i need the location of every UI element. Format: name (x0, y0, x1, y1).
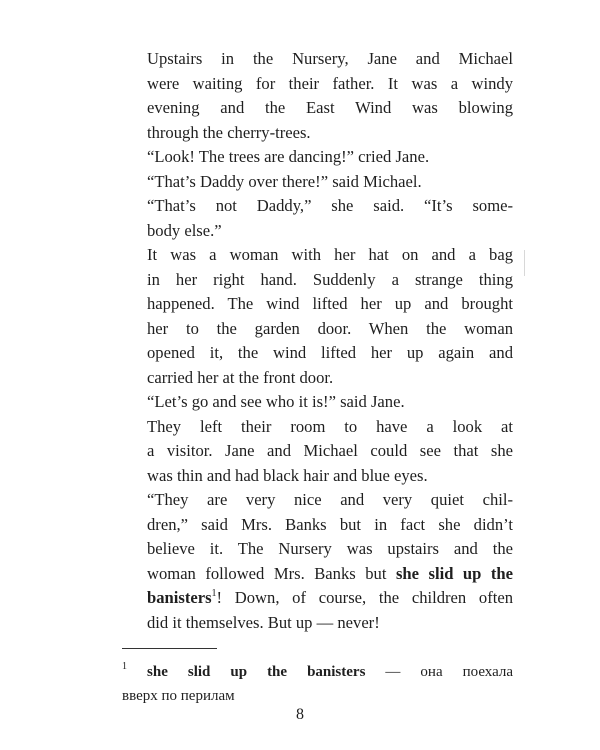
text-line: Upstairs in the Nursery, Jane and Michael (147, 49, 513, 68)
text-line: “That’s Daddy over there!” said Michael. (147, 171, 422, 191)
text-line: “That’s not Daddy,” she said. “It’s some- (147, 196, 513, 215)
text-line: “Look! The trees are dancing!” cried Jane. (147, 147, 430, 166)
text-line: happened. The wind lifted her up and brought (147, 294, 513, 313)
text-line: was thin and had black hair and blue eyes. (147, 465, 428, 485)
footnote-reference: 1 (211, 588, 217, 599)
page-number: 8 (296, 706, 304, 723)
footnote-dash: — (365, 664, 421, 680)
text-line: body else.” (147, 220, 222, 240)
text-run: ! Down, of course, the children often (216, 588, 513, 607)
text-line: opened it, the wind lifted her up again and (147, 343, 513, 362)
paragraph-5 (122, 243, 513, 390)
paragraph-8 (122, 488, 513, 635)
footnote-number: 1 (122, 661, 127, 672)
paragraph-1 (122, 47, 513, 145)
paragraph-4 (122, 194, 513, 243)
story-text (122, 47, 513, 635)
paragraph-6 (122, 390, 513, 415)
footnote-line: вверх по перилам (122, 688, 235, 704)
paragraph-3 (122, 170, 513, 195)
text-line: were waiting for their father. It was a windy (147, 73, 513, 93)
text-line: through the cherry-trees. (147, 122, 311, 142)
footnote-line (122, 660, 513, 684)
bold-phrase: banisters (147, 588, 212, 607)
text-line: carried her at the front door. (147, 367, 334, 387)
paragraph-2 (122, 145, 513, 170)
text-line: They left their room to have a look at (147, 416, 513, 436)
footnote-divider (122, 648, 217, 649)
text-line: It was a woman with her hat on and a bag (147, 245, 513, 264)
text-line: “They are very nice and very quiet chil- (147, 490, 513, 509)
text-line (122, 586, 513, 611)
bold-phrase: she slid up the (395, 563, 514, 583)
text-line: a visitor. Jane and Michael could see that she (147, 441, 513, 460)
footnote (122, 660, 513, 708)
text-line: in her right hand. Suddenly a strange thing (147, 269, 513, 289)
scan-edge-mark (524, 250, 525, 276)
text-run: woman followed Mrs. Banks but (147, 563, 396, 583)
text-line: believe it. The Nursery was upstairs and the (147, 539, 513, 558)
text-line: evening and the East Wind was blowing (147, 98, 513, 117)
text-line: “Let’s go and see who it is!” said Jane. (147, 392, 405, 411)
text-line (122, 562, 513, 587)
text-line: her to the garden door. When the woman (147, 318, 513, 338)
paragraph-7 (122, 415, 513, 489)
text-line: did it themselves. But up — never! (147, 612, 380, 632)
text-line: dren,” said Mrs. Banks but in fact she didn’t (147, 514, 513, 534)
footnote-translation: она поехала (420, 664, 514, 680)
footnote-term: she slid up the banisters (147, 664, 366, 680)
